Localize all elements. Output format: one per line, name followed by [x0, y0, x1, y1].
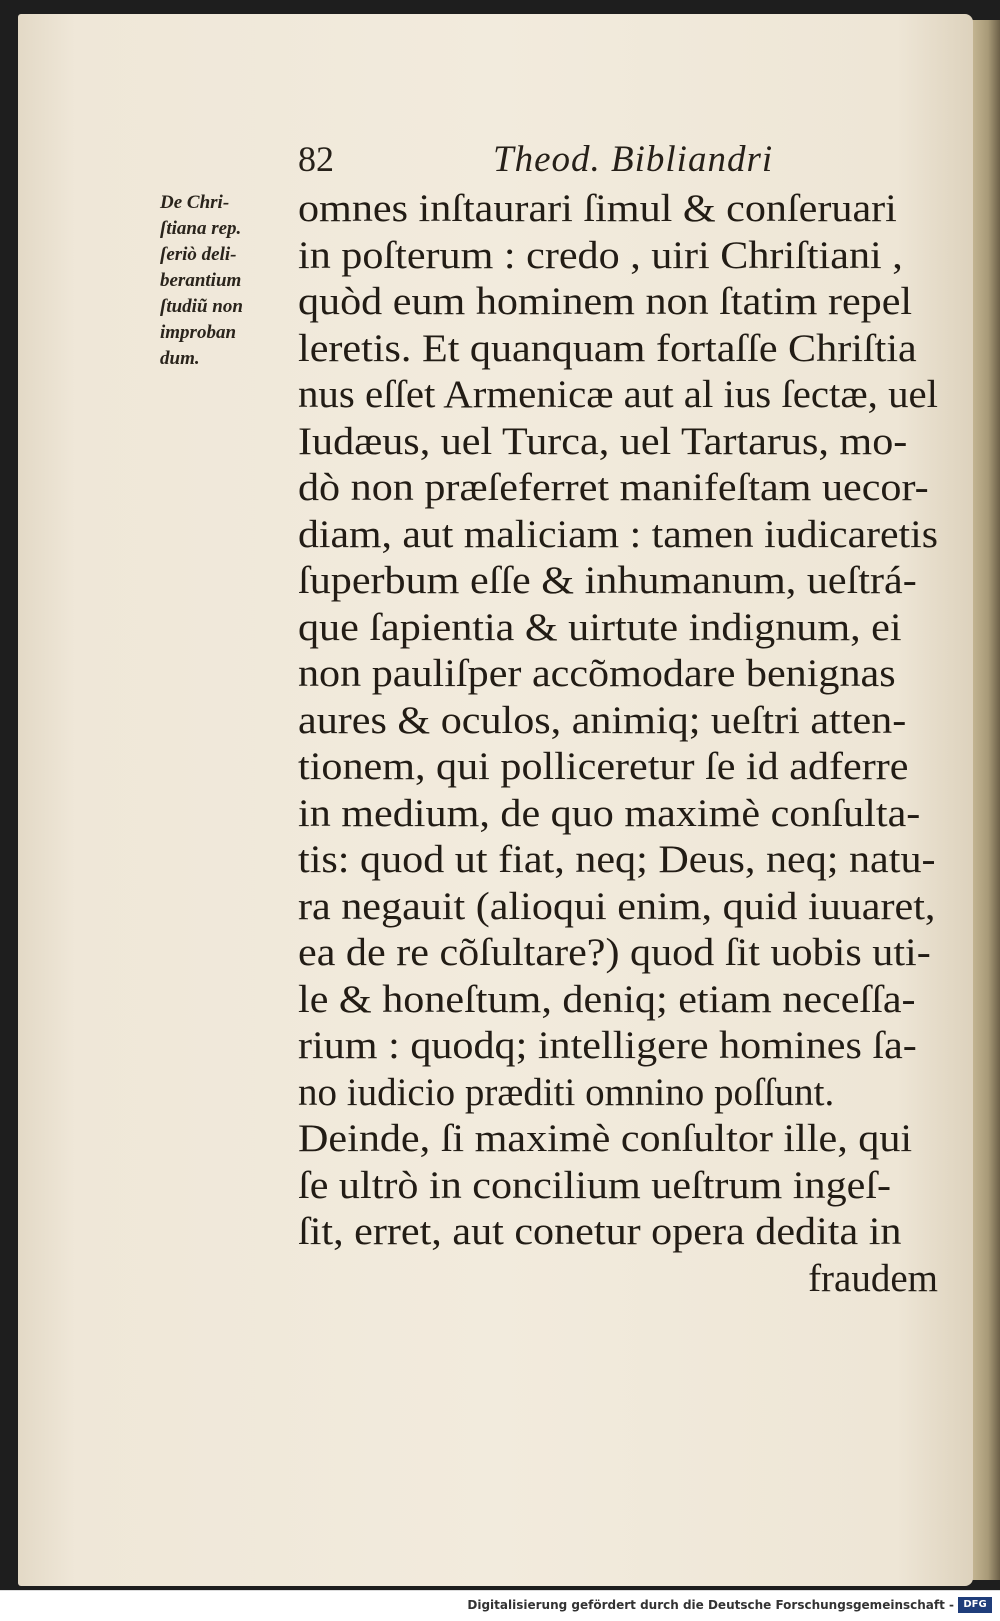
text-line: [298, 1163, 938, 1210]
catchword-text: fraudem: [808, 1256, 938, 1300]
text-line: [298, 326, 938, 373]
text-line-content: in medium, de quo maximè conſulta-: [298, 791, 921, 835]
text-line: [298, 512, 938, 559]
body-text: [298, 186, 938, 1302]
text-line: [298, 884, 938, 931]
text-line-content: no iudicio præditi omnino poſſunt.: [298, 1070, 835, 1114]
text-line-content: tionem, qui polliceretur ſe id adferre: [298, 745, 909, 788]
text-line-content: non pauliſper accõmodare benignas: [298, 652, 896, 695]
book-page-edge: [970, 20, 1000, 1580]
text-line-content: ſuperbum eſſe & inhumanum, ueſtrá-: [298, 559, 917, 602]
text-line: [298, 977, 938, 1024]
text-line-content: quòd eum hominem non ſtatim repel: [298, 280, 913, 323]
text-line: [298, 605, 938, 652]
text-line-content: rium : quodq; intelligere homines ſa-: [298, 1024, 917, 1067]
text-line-content: le & honeſtum, deniq; etiam neceſſa-: [298, 977, 916, 1021]
text-line-content: que ſapientia & uirtute indignum, ei: [298, 605, 902, 649]
text-line-content: leretis. Et quanquam fortaſſe Chriſtia: [298, 326, 917, 370]
text-line: [298, 279, 938, 326]
text-line: [298, 419, 938, 466]
marginal-note-line: De Chri-: [160, 192, 230, 213]
marginal-note-line: improban: [160, 322, 237, 343]
catchword: [298, 1256, 938, 1303]
text-line: [298, 744, 938, 791]
marginal-note: [160, 190, 288, 372]
marginal-note-line: ſtiana rep.: [160, 218, 242, 239]
page-number: 82: [298, 139, 334, 179]
marginal-note-line: dum.: [160, 348, 200, 369]
text-line-content: dò non præſeferret manifeſtam uecor-: [298, 466, 929, 509]
text-line-content: Iudæus, uel Turca, uel Tartarus, mo-: [298, 419, 908, 463]
running-title: Theod. Bibliandri: [493, 139, 774, 180]
text-line: [298, 372, 938, 419]
text-line: [298, 698, 938, 745]
text-line-content: omnes inſtaurari ſimul & conſeruari: [298, 187, 897, 230]
text-line: [298, 465, 938, 512]
text-line-content: in poſterum : credo , uiri Chriſtiani ,: [298, 233, 903, 277]
dfg-logo: DFG: [958, 1597, 992, 1613]
running-head: [0, 138, 1000, 188]
text-line: [298, 233, 938, 280]
text-line: [298, 791, 938, 838]
text-line: [298, 930, 938, 977]
text-line-content: ra negauit (alioqui enim, quid iuuaret,: [298, 884, 936, 928]
text-line-content: ſe ultrò in concilium ueſtrum ingeſ-: [298, 1163, 892, 1207]
text-line-content: aures & oculos, animiq; ueſtri atten-: [298, 698, 907, 742]
footer-credit: Digitalisierung gefördert durch die Deutsche Forschungsgemeinschaft -: [467, 1598, 954, 1612]
text-line: [298, 1116, 938, 1163]
text-line-content: tis: quod ut fiat, neq; Deus, neq; natu-: [298, 838, 936, 881]
text-line: [298, 1023, 938, 1070]
text-line: [298, 186, 938, 233]
marginal-note-line: ſtudiũ non: [160, 296, 243, 317]
digitization-footer: [0, 1590, 1000, 1621]
text-line: [298, 558, 938, 605]
text-line-content: ea de re cõſultare?) quod ſit uobis uti-: [298, 931, 931, 974]
text-line: [298, 837, 938, 884]
text-line-content: ſit, erret, aut conetur opera dedita in: [298, 1210, 902, 1253]
text-line-content: Deinde, ſi maximè conſultor ille, qui: [298, 1117, 913, 1160]
text-line: [298, 1070, 938, 1117]
text-line: [298, 651, 938, 698]
text-line-content: diam, aut maliciam : tamen iudicaretis: [298, 512, 938, 556]
marginal-note-line: ſeriò deli-: [160, 244, 237, 265]
text-line-content: nus eſſet Armenicæ aut al ius ſectæ, uel: [298, 373, 938, 416]
marginal-note-line: berantium: [160, 270, 242, 291]
text-line: [298, 1209, 938, 1256]
